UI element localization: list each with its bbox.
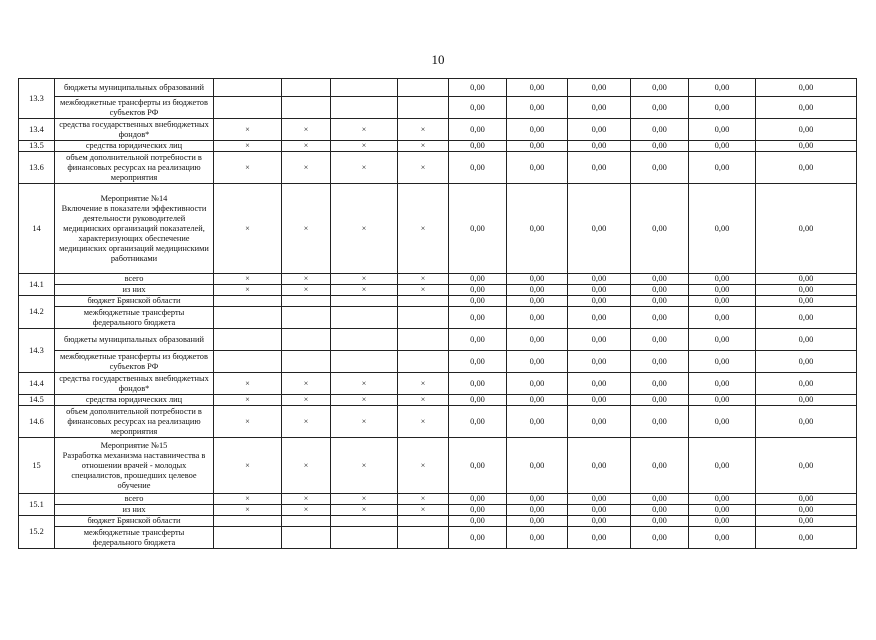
marker-cell: × <box>282 285 331 296</box>
marker-cell: × <box>282 141 331 152</box>
row-number-cell: 14 <box>19 184 55 274</box>
marker-cell <box>282 79 331 97</box>
value-cell: 0,00 <box>568 351 631 373</box>
value-cell: 0,00 <box>756 79 857 97</box>
value-cell: 0,00 <box>449 184 507 274</box>
value-cell: 0,00 <box>449 527 507 549</box>
table-row <box>19 141 857 152</box>
value-cell: 0,00 <box>449 141 507 152</box>
value-cell: 0,00 <box>568 119 631 141</box>
value-cell: 0,00 <box>631 351 689 373</box>
marker-cell: × <box>282 119 331 141</box>
value-cell: 0,00 <box>449 516 507 527</box>
value-cell: 0,00 <box>507 79 568 97</box>
value-cell: 0,00 <box>689 184 756 274</box>
row-description-cell: бюджет Брянской области <box>55 516 214 527</box>
value-cell: 0,00 <box>568 79 631 97</box>
value-cell: 0,00 <box>756 274 857 285</box>
marker-cell <box>282 296 331 307</box>
marker-cell: × <box>282 505 331 516</box>
table-row <box>19 505 857 516</box>
value-cell: 0,00 <box>568 505 631 516</box>
value-cell: 0,00 <box>449 329 507 351</box>
marker-cell <box>214 516 282 527</box>
value-cell: 0,00 <box>631 119 689 141</box>
value-cell: 0,00 <box>756 494 857 505</box>
row-description-cell: бюджеты муниципальных образований <box>55 329 214 351</box>
value-cell: 0,00 <box>507 438 568 494</box>
value-cell: 0,00 <box>507 494 568 505</box>
value-cell: 0,00 <box>449 494 507 505</box>
value-cell: 0,00 <box>568 307 631 329</box>
value-cell: 0,00 <box>689 516 756 527</box>
marker-cell <box>331 79 398 97</box>
value-cell: 0,00 <box>507 119 568 141</box>
row-description-cell: бюджет Брянской области <box>55 296 214 307</box>
value-cell: 0,00 <box>689 97 756 119</box>
value-cell: 0,00 <box>507 395 568 406</box>
value-cell: 0,00 <box>507 285 568 296</box>
value-cell: 0,00 <box>507 296 568 307</box>
value-cell: 0,00 <box>568 184 631 274</box>
table-row <box>19 351 857 373</box>
marker-cell <box>398 329 449 351</box>
marker-cell: × <box>282 395 331 406</box>
marker-cell: × <box>331 406 398 438</box>
table-row <box>19 152 857 184</box>
marker-cell <box>398 296 449 307</box>
table-row <box>19 97 857 119</box>
marker-cell: × <box>282 152 331 184</box>
marker-cell <box>282 516 331 527</box>
value-cell: 0,00 <box>568 141 631 152</box>
row-description-cell: бюджеты муниципальных образований <box>55 79 214 97</box>
table-row <box>19 373 857 395</box>
marker-cell: × <box>398 285 449 296</box>
table-row <box>19 329 857 351</box>
value-cell: 0,00 <box>689 329 756 351</box>
marker-cell: × <box>214 494 282 505</box>
marker-cell <box>282 329 331 351</box>
row-number-cell: 14.6 <box>19 406 55 438</box>
row-description-cell: межбюджетные трансферты из бюджетов субъектов РФ <box>55 97 214 119</box>
marker-cell <box>331 307 398 329</box>
value-cell: 0,00 <box>631 152 689 184</box>
row-number-cell: 14.2 <box>19 296 55 329</box>
row-number-cell: 14.4 <box>19 373 55 395</box>
marker-cell <box>398 307 449 329</box>
value-cell: 0,00 <box>449 395 507 406</box>
marker-cell: × <box>331 274 398 285</box>
value-cell: 0,00 <box>689 79 756 97</box>
value-cell: 0,00 <box>449 274 507 285</box>
value-cell: 0,00 <box>631 285 689 296</box>
marker-cell: × <box>214 438 282 494</box>
marker-cell: × <box>214 395 282 406</box>
marker-cell <box>398 79 449 97</box>
value-cell: 0,00 <box>756 307 857 329</box>
table-row <box>19 285 857 296</box>
value-cell: 0,00 <box>568 97 631 119</box>
value-cell: 0,00 <box>568 527 631 549</box>
value-cell: 0,00 <box>631 438 689 494</box>
value-cell: 0,00 <box>568 406 631 438</box>
value-cell: 0,00 <box>689 274 756 285</box>
table-row <box>19 438 857 494</box>
marker-cell: × <box>282 373 331 395</box>
value-cell: 0,00 <box>689 307 756 329</box>
value-cell: 0,00 <box>507 274 568 285</box>
marker-cell: × <box>331 438 398 494</box>
value-cell: 0,00 <box>689 285 756 296</box>
value-cell: 0,00 <box>631 406 689 438</box>
value-cell: 0,00 <box>507 351 568 373</box>
value-cell: 0,00 <box>756 351 857 373</box>
value-cell: 0,00 <box>756 184 857 274</box>
marker-cell: × <box>214 285 282 296</box>
row-description-cell: средства государственных внебюджетных фондов* <box>55 119 214 141</box>
marker-cell: × <box>398 505 449 516</box>
marker-cell <box>214 307 282 329</box>
value-cell: 0,00 <box>631 516 689 527</box>
marker-cell: × <box>331 395 398 406</box>
marker-cell: × <box>331 494 398 505</box>
value-cell: 0,00 <box>689 406 756 438</box>
row-description-cell: всего <box>55 494 214 505</box>
value-cell: 0,00 <box>449 285 507 296</box>
value-cell: 0,00 <box>631 494 689 505</box>
marker-cell: × <box>398 395 449 406</box>
value-cell: 0,00 <box>631 395 689 406</box>
value-cell: 0,00 <box>507 329 568 351</box>
table-row <box>19 184 857 274</box>
value-cell: 0,00 <box>756 97 857 119</box>
marker-cell <box>398 527 449 549</box>
table-row <box>19 494 857 505</box>
marker-cell: × <box>214 119 282 141</box>
table-body <box>19 79 857 549</box>
value-cell: 0,00 <box>568 438 631 494</box>
value-cell: 0,00 <box>507 307 568 329</box>
row-description-cell: Мероприятие №14 Включение в показатели эффективности деятельности руководителей медицинских организаций показателей, характеризующих обеспечение медицинских организаций медицинскими работниками <box>55 184 214 274</box>
value-cell: 0,00 <box>631 373 689 395</box>
value-cell: 0,00 <box>756 505 857 516</box>
budget-table <box>18 78 857 549</box>
value-cell: 0,00 <box>631 184 689 274</box>
marker-cell: × <box>214 505 282 516</box>
table-row <box>19 119 857 141</box>
value-cell: 0,00 <box>631 505 689 516</box>
marker-cell: × <box>282 494 331 505</box>
table-row <box>19 307 857 329</box>
marker-cell <box>331 296 398 307</box>
marker-cell <box>331 351 398 373</box>
value-cell: 0,00 <box>507 152 568 184</box>
table-row <box>19 296 857 307</box>
marker-cell: × <box>398 152 449 184</box>
value-cell: 0,00 <box>631 329 689 351</box>
marker-cell <box>282 527 331 549</box>
row-number-cell: 15 <box>19 438 55 494</box>
value-cell: 0,00 <box>568 494 631 505</box>
marker-cell <box>214 527 282 549</box>
value-cell: 0,00 <box>449 438 507 494</box>
marker-cell: × <box>331 505 398 516</box>
marker-cell: × <box>331 373 398 395</box>
row-description-cell: межбюджетные трансферты из бюджетов субъектов РФ <box>55 351 214 373</box>
row-description-cell: межбюджетные трансферты федерального бюджета <box>55 307 214 329</box>
marker-cell <box>398 97 449 119</box>
value-cell: 0,00 <box>507 516 568 527</box>
marker-cell <box>331 516 398 527</box>
value-cell: 0,00 <box>756 395 857 406</box>
marker-cell <box>398 351 449 373</box>
value-cell: 0,00 <box>689 373 756 395</box>
row-number-cell: 15.1 <box>19 494 55 516</box>
marker-cell: × <box>398 438 449 494</box>
marker-cell: × <box>282 438 331 494</box>
value-cell: 0,00 <box>631 296 689 307</box>
marker-cell: × <box>214 274 282 285</box>
value-cell: 0,00 <box>568 285 631 296</box>
row-description-cell: из них <box>55 505 214 516</box>
value-cell: 0,00 <box>449 351 507 373</box>
value-cell: 0,00 <box>507 141 568 152</box>
value-cell: 0,00 <box>756 516 857 527</box>
row-number-cell: 13.5 <box>19 141 55 152</box>
value-cell: 0,00 <box>689 527 756 549</box>
value-cell: 0,00 <box>568 296 631 307</box>
row-description-cell: Мероприятие №15 Разработка механизма наставничества в отношении врачей - молодых специалистов, прошедших целевое обучение <box>55 438 214 494</box>
table-row <box>19 516 857 527</box>
marker-cell: × <box>398 406 449 438</box>
value-cell: 0,00 <box>689 351 756 373</box>
row-description-cell: средства юридических лиц <box>55 395 214 406</box>
marker-cell: × <box>398 184 449 274</box>
value-cell: 0,00 <box>568 395 631 406</box>
marker-cell: × <box>398 274 449 285</box>
value-cell: 0,00 <box>631 274 689 285</box>
marker-cell: × <box>214 184 282 274</box>
row-number-cell: 15.2 <box>19 516 55 549</box>
marker-cell: × <box>282 406 331 438</box>
row-description-cell: всего <box>55 274 214 285</box>
marker-cell <box>214 97 282 119</box>
value-cell: 0,00 <box>631 97 689 119</box>
value-cell: 0,00 <box>449 505 507 516</box>
marker-cell <box>214 329 282 351</box>
marker-cell <box>331 329 398 351</box>
marker-cell: × <box>331 152 398 184</box>
value-cell: 0,00 <box>756 285 857 296</box>
row-description-cell: из них <box>55 285 214 296</box>
row-number-cell: 13.4 <box>19 119 55 141</box>
value-cell: 0,00 <box>449 307 507 329</box>
value-cell: 0,00 <box>631 141 689 152</box>
value-cell: 0,00 <box>689 494 756 505</box>
value-cell: 0,00 <box>507 406 568 438</box>
value-cell: 0,00 <box>507 184 568 274</box>
value-cell: 0,00 <box>631 79 689 97</box>
row-number-cell: 14.5 <box>19 395 55 406</box>
value-cell: 0,00 <box>449 119 507 141</box>
value-cell: 0,00 <box>449 406 507 438</box>
value-cell: 0,00 <box>689 119 756 141</box>
page-number: 10 <box>431 52 445 67</box>
value-cell: 0,00 <box>449 373 507 395</box>
value-cell: 0,00 <box>689 296 756 307</box>
row-description-cell: межбюджетные трансферты федерального бюджета <box>55 527 214 549</box>
row-number-cell: 14.3 <box>19 329 55 373</box>
row-number-cell: 13.6 <box>19 152 55 184</box>
value-cell: 0,00 <box>756 141 857 152</box>
value-cell: 0,00 <box>689 395 756 406</box>
table-row <box>19 527 857 549</box>
value-cell: 0,00 <box>568 373 631 395</box>
value-cell: 0,00 <box>756 329 857 351</box>
value-cell: 0,00 <box>449 97 507 119</box>
marker-cell: × <box>214 373 282 395</box>
value-cell: 0,00 <box>449 79 507 97</box>
value-cell: 0,00 <box>756 406 857 438</box>
table-row <box>19 395 857 406</box>
value-cell: 0,00 <box>756 438 857 494</box>
value-cell: 0,00 <box>507 373 568 395</box>
marker-cell <box>214 351 282 373</box>
marker-cell: × <box>282 274 331 285</box>
marker-cell <box>331 527 398 549</box>
table-row <box>19 406 857 438</box>
value-cell: 0,00 <box>507 527 568 549</box>
marker-cell: × <box>214 152 282 184</box>
marker-cell: × <box>214 141 282 152</box>
marker-cell: × <box>398 373 449 395</box>
table-row <box>19 79 857 97</box>
marker-cell <box>282 351 331 373</box>
value-cell: 0,00 <box>507 505 568 516</box>
marker-cell: × <box>282 184 331 274</box>
value-cell: 0,00 <box>756 373 857 395</box>
marker-cell: × <box>331 119 398 141</box>
value-cell: 0,00 <box>689 152 756 184</box>
value-cell: 0,00 <box>756 152 857 184</box>
value-cell: 0,00 <box>756 296 857 307</box>
row-number-cell: 13.3 <box>19 79 55 119</box>
marker-cell: × <box>398 119 449 141</box>
value-cell: 0,00 <box>631 527 689 549</box>
marker-cell: × <box>331 141 398 152</box>
marker-cell: × <box>398 494 449 505</box>
marker-cell: × <box>331 285 398 296</box>
row-description-cell: объем дополнительной потребности в финансовых ресурсах на реализацию мероприятия <box>55 406 214 438</box>
value-cell: 0,00 <box>631 307 689 329</box>
marker-cell <box>282 307 331 329</box>
value-cell: 0,00 <box>689 438 756 494</box>
value-cell: 0,00 <box>568 274 631 285</box>
marker-cell <box>282 97 331 119</box>
marker-cell: × <box>398 141 449 152</box>
marker-cell <box>214 296 282 307</box>
value-cell: 0,00 <box>568 329 631 351</box>
value-cell: 0,00 <box>689 141 756 152</box>
value-cell: 0,00 <box>507 97 568 119</box>
value-cell: 0,00 <box>756 527 857 549</box>
marker-cell <box>331 97 398 119</box>
value-cell: 0,00 <box>689 505 756 516</box>
row-description-cell: объем дополнительной потребности в финансовых ресурсах на реализацию мероприятия <box>55 152 214 184</box>
value-cell: 0,00 <box>449 296 507 307</box>
row-description-cell: средства юридических лиц <box>55 141 214 152</box>
table-row <box>19 274 857 285</box>
value-cell: 0,00 <box>568 516 631 527</box>
marker-cell <box>214 79 282 97</box>
marker-cell <box>398 516 449 527</box>
value-cell: 0,00 <box>756 119 857 141</box>
value-cell: 0,00 <box>449 152 507 184</box>
marker-cell: × <box>214 406 282 438</box>
marker-cell: × <box>331 184 398 274</box>
row-description-cell: средства государственных внебюджетных фондов* <box>55 373 214 395</box>
row-number-cell: 14.1 <box>19 274 55 296</box>
value-cell: 0,00 <box>568 152 631 184</box>
